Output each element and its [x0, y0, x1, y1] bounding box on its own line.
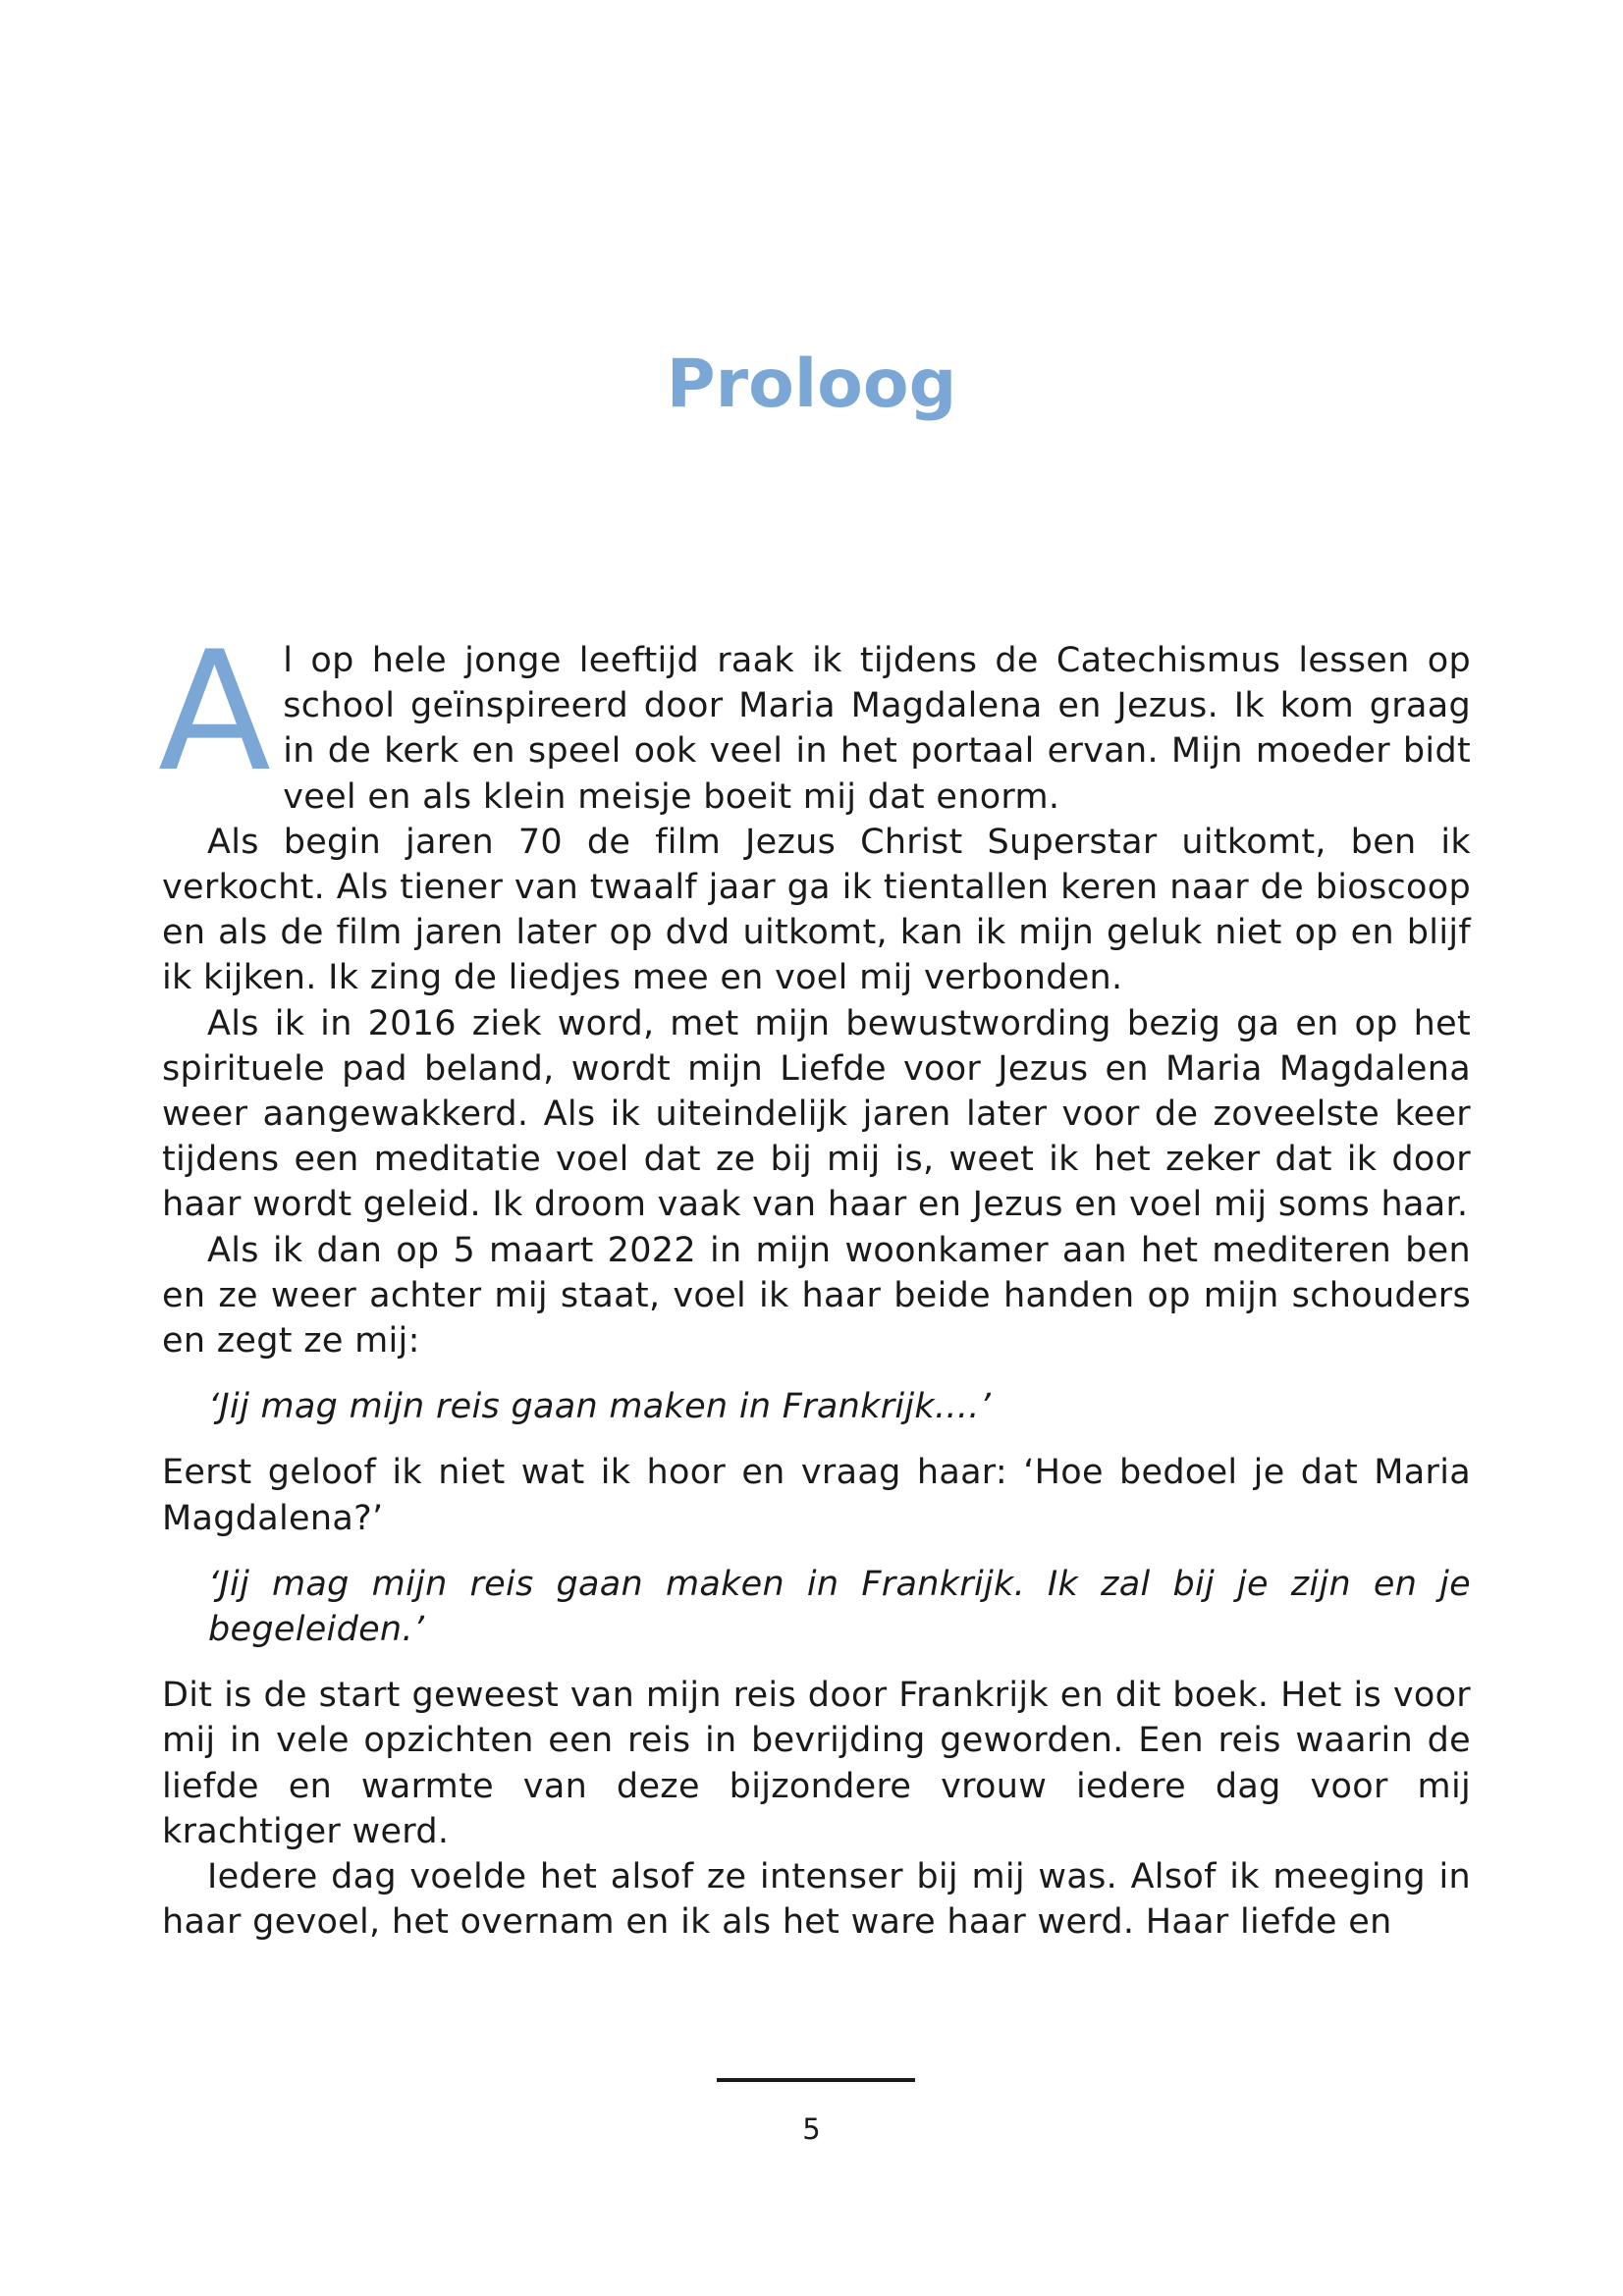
quote-2: ‘Jij mag mijn reis gaan maken in Frankrijk. Ik zal bij je zijn en je begeleiden.’: [208, 1564, 1471, 1650]
body-text: [158, 615, 1471, 1945]
drop-cap: A: [158, 615, 272, 808]
paragraph-1: [158, 615, 1471, 820]
paragraph-4: Als ik dan op 5 maart 2022 in mijn woonkamer aan het mediteren ben en ze weer achter mij staat, voel ik haar beide handen op mijn schouders en zegt ze mij:: [162, 1230, 1471, 1362]
paragraph-2: Als begin jaren 70 de film Jezus Christ Superstar uitkomt, ben ik verkocht. Als tiener van twaalf jaar ga ik tientallen keren naar de bioscoop en als de film jaren later op dvd uitkomt, kan ik mijn geluk niet op en blijf ik kijken. Ik zing de liedjes mee en voel mij verbonden.: [162, 822, 1471, 998]
paragraph-7: Iedere dag voelde het alsof ze intenser bij mij was. Alsof ik meeging in haar gevoel, het overnam en ik als het ware haar werd. Haar liefde en: [162, 1857, 1471, 1943]
paragraph-3: Als ik in 2016 ziek word, met mijn bewustwording bezig ga en op het spirituele pad beland, wordt mijn Liefde voor Jezus en Maria Magdalena weer aangewakkerd. Als ik uiteindelijk jaren later voor de zoveelste keer tijdens een meditatie voel dat ze bij mij is, weet ik het zeker dat ik door haar wordt geleid. Ik droom vaak van haar en Jezus en voel mij soms haar.: [162, 1003, 1471, 1225]
quote-1: ‘Jij mag mijn reis gaan maken in Frankrijk....’: [208, 1387, 992, 1427]
paragraph-5: Eerst geloof ik niet wat ik hoor en vraag haar: ‘Hoe bedoel je dat Maria Magdalena?’: [162, 1453, 1471, 1538]
page-number: 5: [802, 2112, 821, 2146]
footer-rule: [717, 2078, 915, 2082]
paragraph-1-text: l op hele jonge leeftijd raak ik tijdens de Catechismus lessen op school geïnspireerd door Maria Magdalena en Jezus. Ik kom graag in de kerk en speel ook veel in het portaal ervan. Mijn moeder bidt veel en als klein meisje boeit mij dat enorm.: [283, 641, 1471, 817]
paragraph-6: Dit is de start geweest van mijn reis door Frankrijk en dit boek. Het is voor mij in vele opzichten een reis in bevrijding geworden. Een reis waarin de liefde en warmte van deze bijzondere vrouw iedere dag voor mij krachtiger werd.: [162, 1676, 1471, 1851]
page-title: Proloog: [666, 346, 957, 423]
